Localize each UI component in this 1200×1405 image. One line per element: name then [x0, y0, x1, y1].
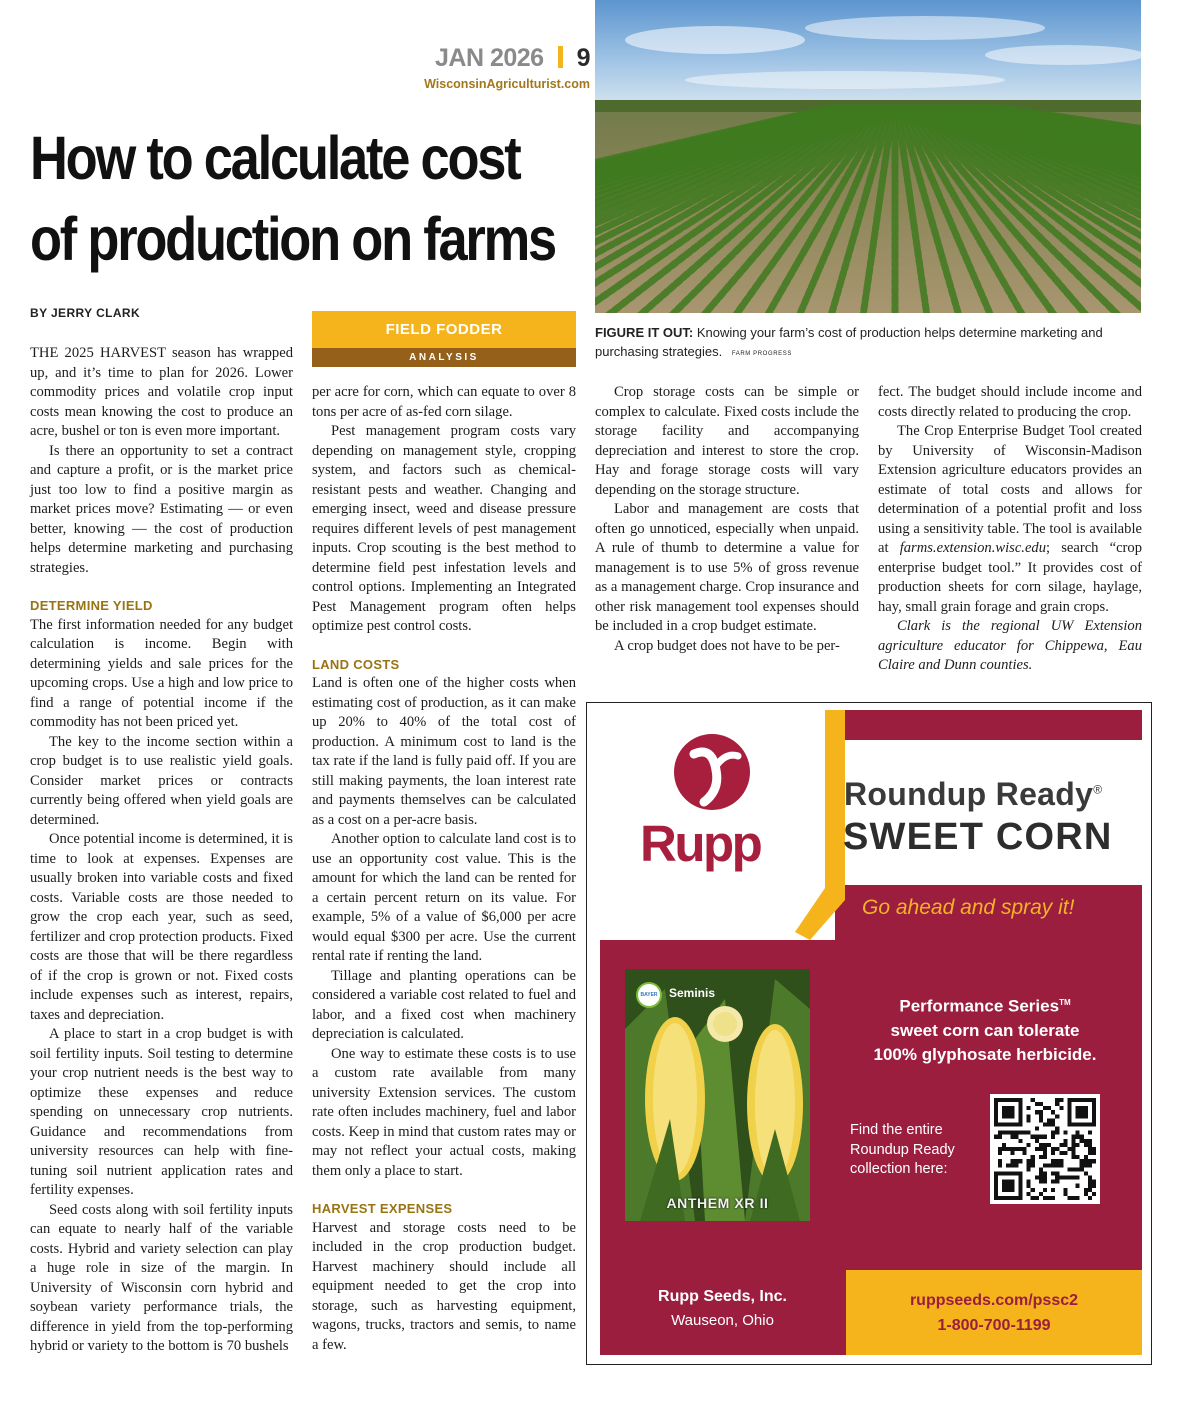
column-tag: FIELD FODDER	[312, 311, 576, 348]
photo-caption	[595, 323, 1135, 364]
ad-tagline: Go ahead and spray it!	[862, 896, 1075, 919]
byline: BY JERRY CLARK	[30, 306, 141, 320]
paragraph: One way to estimate these costs is to use a custom rate available from many university Extension services. The custom rate often includes machinery, fuel and labor costs. Keep in mind that custom rates may or may not reflect your actual costs, making them only a place to start.	[312, 1045, 576, 1179]
paragraph: A place to start in a crop budget is with soil fertility inputs. Soil testing to determine your crop nutrient needs is the best way to optimize these expenses and reduce spending on unnecessary crop nutrients. Guidance and recommendations from university resources can help with fine-tuning soil nutrient application rates and fertility expenses.	[30, 1026, 293, 1198]
paragraph	[878, 422, 1142, 617]
contact-panel	[846, 1270, 1142, 1355]
paragraph: fect. The budget should include income and costs directly related to producing the crop.	[878, 384, 1142, 420]
paragraph: Tillage and planting operations can be considered a variable cost related to fuel and labor, and a fixed cost when machinery depreciation is calculated.	[312, 967, 576, 1042]
issue-date-line	[390, 44, 590, 73]
perf-line-2: sweet corn can tolerate	[890, 1020, 1080, 1040]
article-column-1	[30, 344, 293, 1357]
rupp-logo-text: Rupp	[640, 815, 761, 872]
article-column-4	[878, 383, 1142, 676]
article-column-2	[312, 383, 576, 1355]
company-location: Wauseon, Ohio	[671, 1312, 774, 1329]
article-column-3	[595, 383, 859, 656]
headline-line-1: How to calculate cost	[30, 124, 520, 192]
subhead-land-costs: LAND COSTS	[312, 656, 400, 672]
paragraph: Once potential income is determined, it is time to look at expenses. Expenses are usually broken into variable costs and fixed costs. Variable costs are those needed to grow the crop each year, such as seed, fertilizer and crop protection products. Fixed costs are those that will be there regardless of if the crop is grown or not. Fixed costs include expenses such as interest, repairs, taxes and depreciation.	[30, 831, 293, 1023]
qr-code[interactable]	[990, 1094, 1100, 1204]
perf-line-3: 100% glyphosate herbicide.	[873, 1044, 1097, 1064]
paragraph: Harvest and storage costs need to be included in the crop production budget. Harvest machinery should include all equipment needed to get the crop into storage, such as harvesting equipment, wagons, trucks, tractors and semis, to name a few.	[312, 1219, 576, 1353]
paragraph: Pest management program costs vary depending on management style, cropping system, and factors such as chemical-resistant pests and weather. Changing and emerging insect, weed and disease pressure requires different levels of pest management inputs. Crop scouting is the best method to determine field pest infestation levels and control options. Implementing an Integrated Pest Management program often helps optimize pest control costs.	[312, 423, 576, 634]
masthead	[390, 44, 590, 91]
paragraph-text: ; search “crop enterprise budget tool.” It provides cost of production sheets for corn silage, haylage, hay, small grain forage and grain crops.	[878, 540, 1143, 615]
registered-mark: ®	[1093, 782, 1103, 797]
website-link[interactable]: WisconsinAgriculturist.com	[424, 77, 590, 91]
paragraph: Another option to calculate land cost is to use an opportunity cost value. This is the amount for which the land can be rented for a certain percent return on its value. For example, 5% of a value of $6,000 per acre would equal $300 per acre. Use the current rental rate if renting the land.	[312, 831, 576, 964]
performance-statement	[845, 991, 1125, 1067]
date-divider	[558, 46, 563, 68]
column-subtag: ANALYSIS	[312, 348, 576, 367]
issue-date: JAN 2026	[435, 44, 544, 72]
subhead-harvest-expenses: HARVEST EXPENSES	[312, 1201, 453, 1216]
ad-headline-line-1	[844, 776, 1102, 813]
extension-url-link[interactable]: farms.extension.wisc.edu	[899, 540, 1047, 556]
paragraph: Is there an opportunity to set a contract and capture a profit, or is the market price just too low to find a positive margin as market prices move? Estimating — or even better, knowing — the cost of production helps determine marketing and purchasing strategies.	[30, 442, 293, 576]
perf-line-1	[845, 991, 1125, 1019]
paragraph: Land is often one of the higher costs when estimating cost of production, as it can make up 20% to 40% of the total cost of production. A minimum cost to land is the tax rate if the land is fully paid off. If you are still making payments, the loan interest rate and payments themselves can be calculated as a cost on a per-acre basis.	[312, 675, 576, 828]
cornfield-photo	[595, 0, 1141, 313]
perf-series-text: Performance Series	[899, 996, 1060, 1016]
caption-lead: FIGURE IT OUT:	[595, 325, 694, 340]
page-number: 9	[576, 44, 590, 72]
rupp-advertisement[interactable]	[600, 710, 1142, 1355]
paragraph: THE 2025 HARVEST season has wrapped up, and it’s time to plan for 2026. Lower commodity prices and volatile crop input costs mean knowing the cost to produce an acre, bushel or ton is even more important.	[30, 345, 293, 439]
seed-package-image	[625, 969, 810, 1221]
author-bio: Clark is the regional UW Extension agriculture educator for Chippewa, Eau Claire and Dunn counties.	[878, 618, 1142, 673]
variety-name: ANTHEM XR II	[666, 1195, 769, 1211]
ad-headline-line-2: SWEET CORN	[843, 816, 1113, 858]
bayer-logo: BAYER	[636, 982, 662, 1008]
paragraph: The key to the income section within a crop budget is to use realistic yield goals. Consider market prices or contracts currently being offered when yield goals are determined.	[30, 733, 293, 828]
article-headline	[30, 118, 555, 280]
paragraph-text: The Crop Enterprise Budget Tool created by University of Wisconsin-Madison Extension agriculture educators provides an estimate of total costs and allows for determination of a potential profit and loss using a sensitivity table. The tool is available at	[878, 423, 1142, 556]
ad-url-link[interactable]: ruppseeds.com/pssc2	[909, 1292, 1079, 1309]
paragraph: The first information needed for any budget calculation is income. Begin with determining yields and sale prices for the upcoming crops. Use a high and low price to find a range of potential income if the commodity has not been priced yet.	[30, 616, 293, 730]
trademark-mark: TM	[1059, 998, 1071, 1007]
paragraph: A crop budget does not have to be per-	[614, 637, 840, 654]
ad-headline-text: Roundup Ready	[844, 776, 1094, 812]
photo-credit: FARM PROGRESS	[731, 351, 792, 357]
paragraph: Seed costs along with soil fertility inputs can equate to nearly half of the variable costs. Hybrid and variety selection can play a huge role in size of the margin. In University of Wisconsin corn hybrid and soybean variety performance trials, the difference in yield from the top-performing hybrid or variety to the bottom is 70 bushels	[30, 1201, 293, 1354]
find-collection-text: Find the entire Roundup Ready collection here:	[850, 1122, 955, 1177]
ad-phone-number[interactable]: 1-800-700-1199	[937, 1317, 1051, 1334]
column-tag-box	[312, 311, 576, 367]
subhead-determine-yield: DETERMINE YIELD	[30, 598, 153, 613]
company-name: Rupp Seeds, Inc.	[658, 1288, 787, 1305]
headline-line-2: of production on farms	[30, 205, 555, 273]
paragraph: per acre for corn, which can equate to over 8 tons per acre of as-fed corn silage.	[312, 384, 576, 420]
caption-text: Knowing your farm’s cost of production helps determine marketing and purchasing strategies.	[595, 325, 1103, 359]
paragraph: Labor and management are costs that often go unnoticed, especially when unpaid. A rule of thumb to determine a value for management is to use 5% of gross revenue as a management charge. Crop insurance and other risk management tool expenses should be included in a crop budget estimate.	[595, 501, 859, 634]
paragraph: Crop storage costs can be simple or complex to calculate. Fixed costs include the storage facility and accompanying depreciation and interest to store the crop. Hay and forage storage costs will vary depending on the storage structure.	[595, 384, 859, 498]
seminis-logo: Seminis	[669, 986, 716, 1000]
